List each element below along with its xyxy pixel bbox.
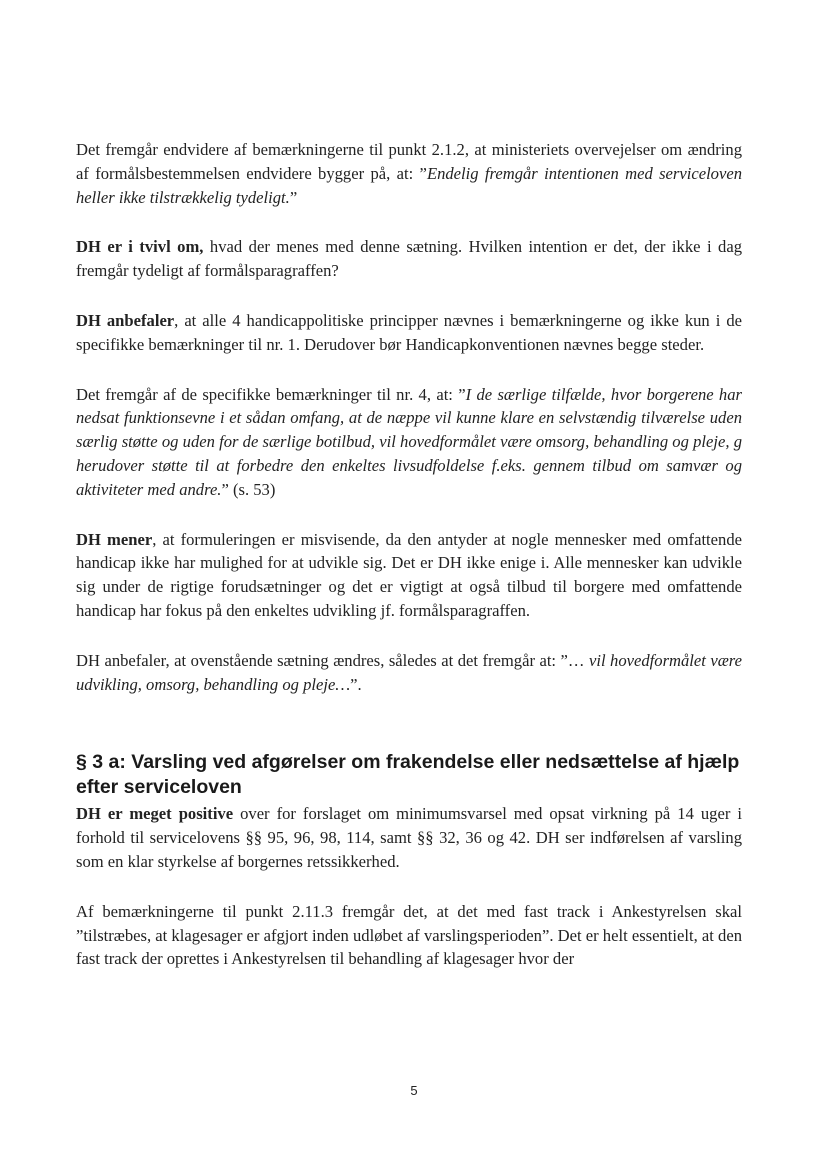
quotation: Endelig fremgår intentionen med serviceloven heller ikke tilstrækkelig tydeligt. (76, 163, 743, 207)
paragraph-fast-track (76, 900, 742, 971)
paragraph-text: , at formuleringen er misvisende, da den antyder at nogle mennesker med omfattende handicap ikke har mulighed for at udvikle sig. Det er DH ikke enige i. Alle mennesker kan udvikle sig under de rigtige forudsætninger og det er vigtigt at også tilbud til borgere med omfattende handicap har fokus på den enkeltes udvikling jf. formålsparagraffen. (76, 529, 742, 620)
paragraph-text: hvad der menes med denne sætning. Hvilken intention er det, der ikke i dag fremgår tydeligt af formålsparagraffen? (76, 237, 743, 281)
paragraph-dh-anbefaler-aendring (76, 649, 742, 697)
quotation: vil hovedformålet være udvikling, omsorg, behandling og pleje… (76, 650, 743, 694)
paragraph-specifikke-bemaerkninger (76, 383, 742, 502)
paragraph-text: , at alle 4 handicappolitiske principper nævnes i bemærkningerne og ikke kun i de specifikke bemærkninger til nr. 1. Derudover bør Handicapkonventionen nævnes begge steder. (76, 310, 742, 354)
quotation: I de særlige tilfælde, hvor borgerene har nedsat funktionsevne i et sådan omfang, at de næppe vil kunne klare en selvstændig tilværelse uden særlig støtte og uden for de særlige botilbud, vil hovedformålet være omsorg, behandling og pleje, g herudover støtte til at forbedre den enkeltes livsudfoldelse f.eks. gennem tilbud om samvær og aktiviteter med andre. (76, 384, 742, 499)
paragraph-text: Af bemærkningerne til punkt 2.11.3 fremgår det, at det med fast track i Ankestyrelsen skal ”tilstræbes, at klagesager er afgjort inden udløbet af varslingsperioden”. Det er helt essentielt, at den fast track der oprettes i Ankestyrelsen til behandling af klagesager hvor der (76, 901, 742, 969)
emphasis-lead: DH er i tvivl om, (76, 237, 204, 257)
paragraph-text: over for forslaget om minimumsvarsel med opsat virkning på 14 uger i forhold til servicelovens §§ 95, 96, 98, 114, samt §§ 32, 36 og 42. DH ser indførelsen af varsling som en klar styrkelse af borgernes retssikkerhed. (76, 804, 742, 871)
paragraph-text: Det fremgår af de specifikke bemærkninger til nr. 4, at: ” (76, 384, 466, 404)
quote-close: ”. (350, 674, 362, 694)
page-number: 5 (410, 1083, 418, 1098)
paragraph-dh-mener (76, 528, 742, 623)
document-body (76, 138, 742, 997)
paragraph-formaal-bemaerkninger (76, 138, 742, 209)
section-heading-3a: § 3 a: Varsling ved afgørelser om frakendelse eller nedsættelse af hjælp efter serviceloven (76, 751, 740, 799)
paragraph-dh-positive (76, 802, 742, 873)
emphasis-lead: DH mener (76, 529, 153, 549)
paragraph-dh-anbefaler-principper (76, 309, 742, 357)
emphasis-lead: DH anbefaler (76, 310, 175, 330)
paragraph-text: DH anbefaler, at ovenstående sætning ændres, således at det fremgår at: ”… (76, 650, 589, 670)
paragraph-dh-tvivl (76, 235, 742, 283)
paragraph-text: Det fremgår endvidere af bemærkningerne til punkt 2.1.2, at ministeriets overvejelser om ændring af formålsbestemmelsen endvidere bygger på, at: ” (76, 140, 742, 183)
emphasis-lead: DH er meget positive (76, 804, 234, 824)
quote-close: ” (289, 187, 298, 207)
quote-close: ” (s. 53) (221, 479, 276, 499)
